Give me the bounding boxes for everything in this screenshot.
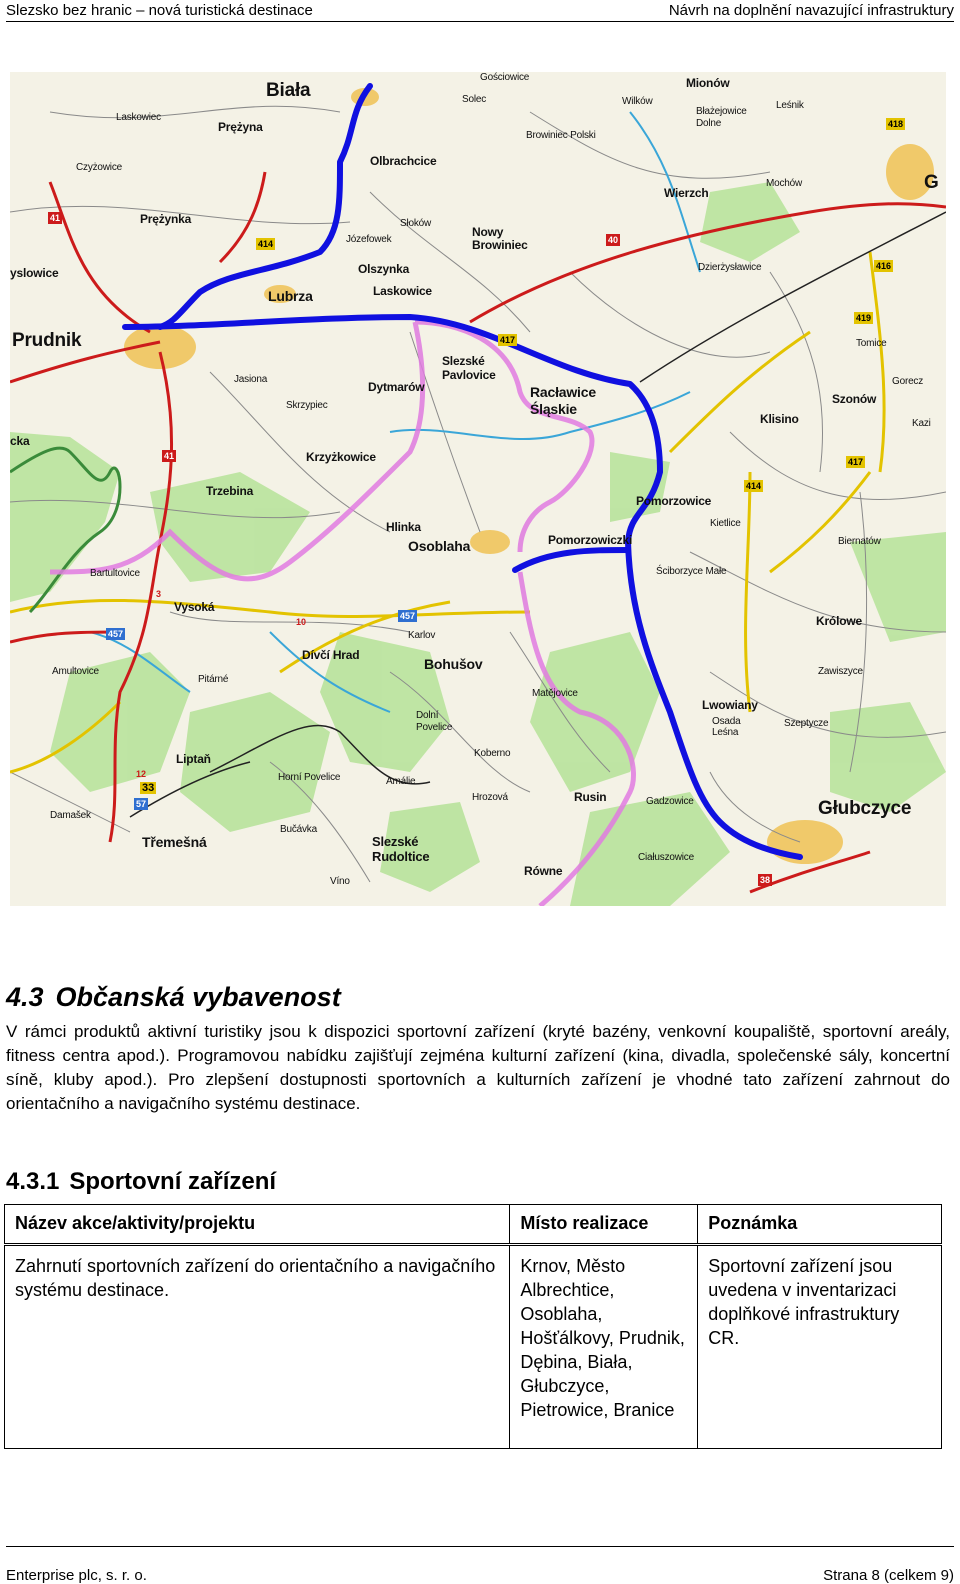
map-label-browiniec-polski: Browiniec Polski <box>526 130 596 141</box>
map-label-biernatow: Biernatów <box>838 536 881 547</box>
map-label-dytmarow: Dytmarów <box>368 380 425 394</box>
map-label-prezyna: Prężyna <box>218 120 263 134</box>
map-label-gorecz: Gorecz <box>892 376 924 387</box>
map-label-raclawice: Racławice Śląskie <box>530 384 596 417</box>
road-badge-41: 41 <box>50 213 61 223</box>
footer-page-number: Strana 8 (celkem 9) <box>823 1567 954 1584</box>
map-label-gadzowice: Gadzowice <box>646 796 694 807</box>
map-label-caluszowice: Ciałuszowice <box>638 852 694 863</box>
footer-company: Enterprise plc, s. r. o. <box>6 1567 147 1584</box>
road-badge-414: 414 <box>746 481 762 491</box>
section-heading <box>6 982 341 1013</box>
map-label-amultovice: Amultovice <box>52 666 99 677</box>
column-header-note: Poznámka <box>698 1205 942 1245</box>
map-label-olszynka: Olszynka <box>358 262 410 276</box>
map-label-mochow: Mochów <box>766 178 803 189</box>
table-header-row <box>5 1205 942 1245</box>
map-label-vino: Víno <box>330 876 350 887</box>
map-label-bohusov: Bohušov <box>424 656 483 672</box>
map-label-rusin: Rusin <box>574 790 607 804</box>
map-label-divci-hrad: Dívčí Hrad <box>302 648 360 662</box>
route-map <box>10 72 946 906</box>
map-label-pitarne: Pitárné <box>198 674 229 685</box>
map-label-lubrza: Lubrza <box>268 288 313 304</box>
map-label-tomice: Tomice <box>856 338 887 349</box>
road-badge-41: 41 <box>164 451 175 461</box>
map-label-liptan: Liptaň <box>176 752 211 766</box>
map-label-bartultovice: Bartultovice <box>90 568 140 579</box>
map-label-biala: Biała <box>266 80 311 101</box>
map-label-pomorzowiczki: Pomorzowiczki <box>548 533 633 547</box>
map-label-blazejowice: Błażejowice Dolne <box>696 106 747 129</box>
road-badge-417: 417 <box>848 457 864 467</box>
map-label-horni-povelice: Horní Povelice <box>278 772 341 783</box>
map-label-g: G <box>924 172 939 193</box>
road-badge-417: 417 <box>500 335 516 345</box>
map-label-lwowiany: Lwowiany <box>702 698 758 712</box>
map-label-dzierzyslawice: Dzierżysławice <box>698 262 762 273</box>
map-label-szonow: Szonów <box>832 392 877 406</box>
road-badge-414: 414 <box>258 239 274 249</box>
column-header-name: Název akce/aktivity/projektu <box>5 1205 510 1245</box>
map-label-matejovice: Matějovice <box>532 688 578 699</box>
map-label-yslowice: yslowice <box>10 266 59 280</box>
map-label-hlinka: Hlinka <box>386 520 421 534</box>
road-badge-457: 457 <box>400 611 416 621</box>
map-label-prudnik: Prudnik <box>12 330 82 351</box>
header-document-title: Slezsko bez hranic – nová turistická destinace <box>6 2 313 19</box>
road-badge-33: 33 <box>142 782 155 794</box>
map-label-trzebina: Trzebina <box>206 484 254 498</box>
map-label-slezske-pavlovice: Slezské Pavlovice <box>442 354 496 382</box>
road-badge-38: 38 <box>760 875 771 885</box>
map-label-sciborzyce: Ściborzyce Małe <box>656 566 727 577</box>
subsection-number: 4.3.1 <box>6 1168 60 1195</box>
map-label-solec: Solec <box>462 94 487 105</box>
road-badge-10: 10 <box>296 617 307 627</box>
map-label-rowne: Równe <box>524 864 563 878</box>
section-body-text: V rámci produktů aktivní turistiky jsou k dispozici sportovní zařízení (kryté bazény, venkovní koupaliště, sportovní areály, fitness centra apod.). Programovou nabídku zajišťují zejména kulturní zařízení (kina, divadla, společenské sály, koncertní síně, kluby apod.). Pro zlepšení dostupnosti sportovních a kulturních zařízení je vhodné tato zařízení zahrnout do orientačního a navigačního systému destinace. <box>6 1022 950 1113</box>
map-label-bucavka: Bučávka <box>280 824 317 835</box>
map-label-mionow: Mionów <box>686 76 730 90</box>
map-label-slezske-rudoltice: Slezské Rudoltice <box>372 834 430 864</box>
map-label-dolni-povelice: Dolní Povelice <box>416 710 453 733</box>
map-label-osada-lesna: Osada Leśna <box>712 716 741 738</box>
page-header <box>6 0 954 22</box>
map-label-laskowice: Laskowice <box>373 284 432 298</box>
map-label-laskowiec: Laskowiec <box>116 112 161 123</box>
subsection-heading <box>6 1168 276 1196</box>
column-header-place: Místo realizace <box>510 1205 698 1245</box>
map-label-hrozova: Hrozová <box>472 792 508 803</box>
map-label-kietlice: Kietlice <box>710 518 741 529</box>
road-badge-57: 57 <box>136 799 147 809</box>
map-label-jozefowek: Józefowek <box>346 234 392 245</box>
map-graphic <box>10 72 946 906</box>
map-label-glubczyce: Głubczyce <box>818 798 912 819</box>
map-label-krolowe: Królowe <box>816 614 862 628</box>
cell-activity-name: Zahrnutí sportovních zařízení do orientačního a navigačního systému destinace. <box>5 1245 510 1449</box>
activities-table <box>4 1204 942 1449</box>
page-footer <box>6 1546 954 1584</box>
section-title: Občanská vybavenost <box>55 982 341 1012</box>
road-badge-419: 419 <box>856 313 872 323</box>
section-number: 4.3 <box>6 982 44 1012</box>
map-label-kazi: Kazi <box>912 418 931 429</box>
map-label-olbrachcice: Olbrachcice <box>370 154 437 168</box>
map-label-slokow: Słoków <box>400 218 432 229</box>
map-label-vysoka: Vysoká <box>174 600 215 614</box>
map-label-jasiona: Jasiona <box>234 374 268 385</box>
header-chapter-title: Návrh na doplnění navazující infrastruktury <box>668 2 954 19</box>
map-label-przezynka: Prężynka <box>140 212 192 226</box>
map-label-tremesna: Třemešná <box>142 834 207 850</box>
map-label-cka: cka <box>10 434 30 448</box>
road-badge-3: 3 <box>156 589 162 599</box>
map-label-koberno: Koberno <box>474 748 511 759</box>
map-label-zawiszyce: Zawiszyce <box>818 666 863 677</box>
map-label-osoblaha: Osoblaha <box>408 538 471 554</box>
map-label-klisino: Klisino <box>760 412 799 426</box>
map-label-szeptycze: Szeptycze <box>784 718 829 729</box>
map-label-lesnik: Leśnik <box>776 100 804 111</box>
road-badge-418: 418 <box>888 119 904 129</box>
map-label-damasek: Damašek <box>50 810 91 821</box>
map-label-amalie: Amálie <box>386 776 416 787</box>
map-label-krzyzkowice: Krzyżkowice <box>306 450 376 464</box>
road-badge-457: 457 <box>108 629 124 639</box>
table-row <box>5 1245 942 1449</box>
road-badge-416: 416 <box>876 261 892 271</box>
map-label-skrzypiec: Skrzypiec <box>286 400 328 411</box>
cell-place: Krnov, Město Albrechtice, Osoblaha, Hošťálkovy, Prudnik, Dębina, Biała, Głubczyce, Pietrowice, Branice <box>510 1245 698 1449</box>
road-badge-12: 12 <box>136 769 147 779</box>
map-label-czyzowice: Czyżowice <box>76 162 122 173</box>
road-badge-40: 40 <box>608 235 619 245</box>
cell-note: Sportovní zařízení jsou uvedena v inventarizaci doplňkové infrastruktury CR. <box>698 1245 942 1449</box>
map-label-karlov: Karlov <box>408 630 436 641</box>
map-label-pomorzowice: Pomorzowice <box>636 494 712 508</box>
map-label-nowy-browiniec: Nowy Browiniec <box>472 225 528 252</box>
map-label-goszcowice: Gościowice <box>480 72 530 83</box>
map-label-wierzch: Wierzch <box>664 186 709 200</box>
subsection-title: Sportovní zařízení <box>69 1168 277 1195</box>
map-label-wilkow: Wilków <box>622 96 653 107</box>
